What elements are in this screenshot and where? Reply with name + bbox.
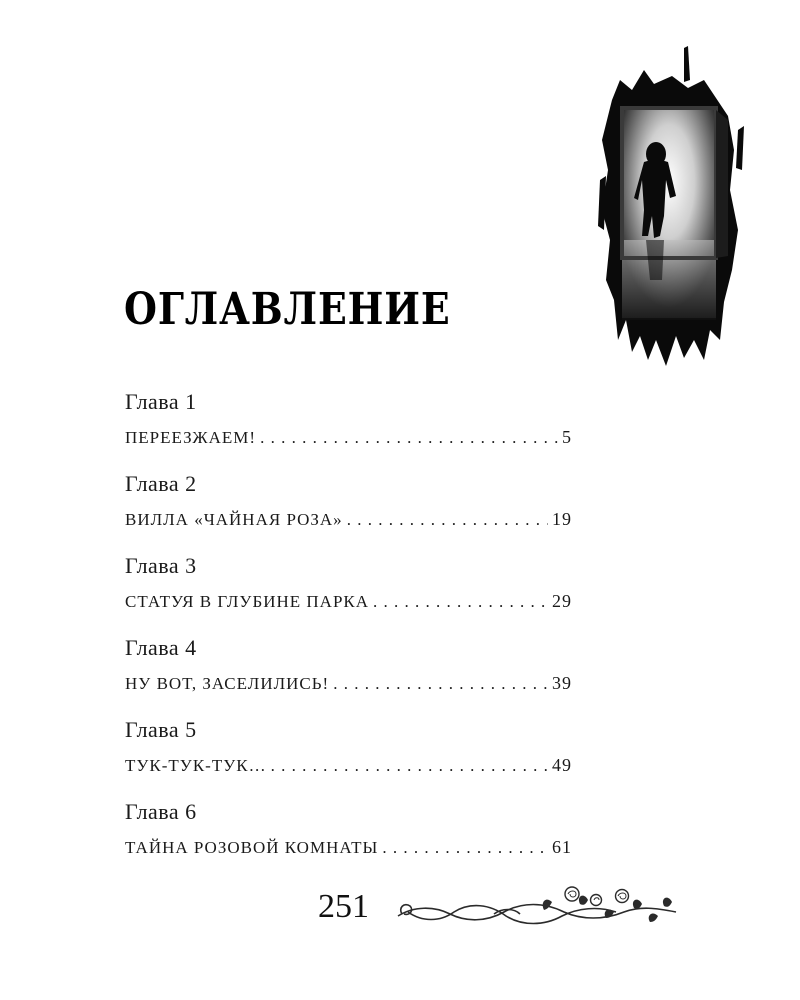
chapter-label: Глава 6 [125, 799, 197, 824]
chapter-title: НУ ВОТ, ЗАСЕЛИЛИСЬ! [125, 674, 330, 693]
toc-entry-chapter-2 [125, 466, 572, 548]
chapter-page-number: 39 [552, 673, 572, 693]
chapter-page-number: 29 [552, 591, 572, 611]
chapter-page-number: 61 [552, 837, 572, 857]
chapter-label: Глава 2 [125, 471, 197, 496]
chapter-line [125, 830, 572, 864]
chapter-line [125, 502, 572, 536]
dot-leader [260, 421, 558, 455]
chapter-line [125, 584, 572, 618]
dot-leader [373, 585, 548, 619]
toc-entry-chapter-3 [125, 548, 572, 630]
table-of-contents [125, 384, 572, 876]
chapter-title: ВИЛЛА «ЧАЙНАЯ РОЗА» [125, 510, 343, 529]
page-number: 251 [318, 888, 369, 925]
chapter-title: ТАЙНА РОЗОВОЙ КОМНАТЫ [125, 838, 379, 857]
chapter-label: Глава 5 [125, 717, 197, 742]
chapter-line [125, 748, 572, 782]
toc-entry-chapter-1 [125, 384, 572, 466]
chapter-label: Глава 3 [125, 553, 197, 578]
dot-leader [382, 831, 548, 865]
chapter-label: Глава 4 [125, 635, 197, 660]
dot-leader [271, 749, 548, 783]
girl-in-doorway-silhouette-icon [592, 40, 752, 380]
chapter-title: ТУК-ТУК-ТУК… [125, 756, 267, 775]
chapter-line [125, 666, 572, 700]
chapter-title: СТАТУЯ В ГЛУБИНЕ ПАРКА [125, 592, 370, 611]
chapter-line [125, 420, 572, 454]
toc-entry-chapter-6 [125, 794, 572, 876]
dot-leader [347, 503, 548, 537]
chapter-page-number: 49 [552, 755, 572, 775]
chapter-page-number: 5 [562, 427, 572, 447]
chapter-label: Глава 1 [125, 389, 197, 414]
toc-entry-chapter-4 [125, 630, 572, 712]
toc-entry-chapter-5 [125, 712, 572, 794]
page-title: ОГЛАВЛЕНИЕ [124, 284, 451, 335]
chapter-title: ПЕРЕЕЗЖАЕМ! [125, 428, 257, 447]
dot-leader [333, 667, 548, 701]
rose-vine-ornament-icon [394, 882, 684, 934]
chapter-page-number: 19 [552, 509, 572, 529]
